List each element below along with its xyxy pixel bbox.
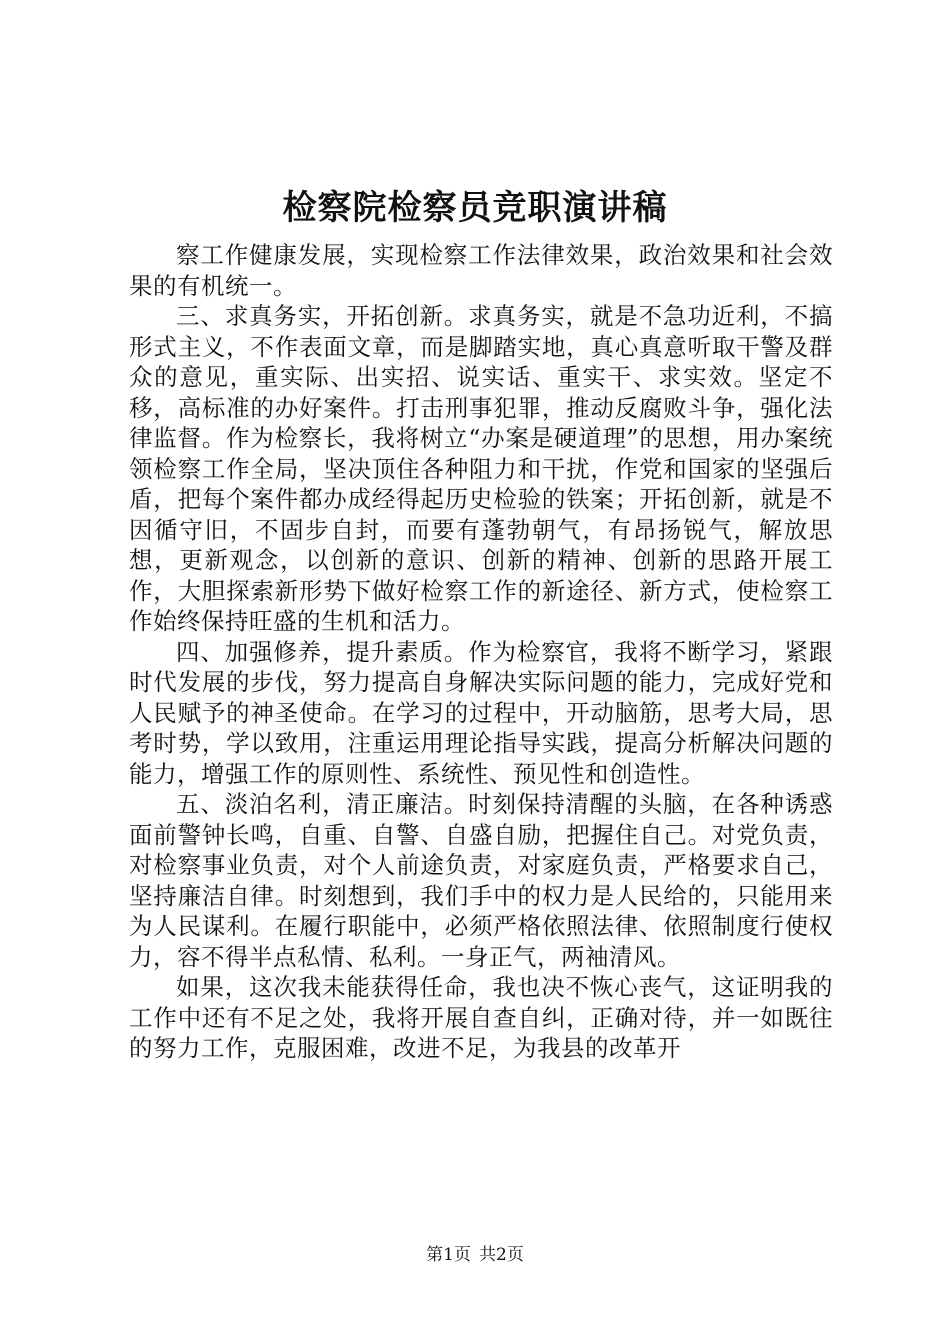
paragraph: 五、淡泊名利，清正廉洁。时刻保持清醒的头脑，在各种诱惑面前警钟长鸣，自重、自警、自盛自励，把握住自己。对党负责，对检察事业负责，对个人前途负责，对家庭负责，严格要求自己，坚持廉洁自律。时刻想到，我们手中的权力是人民给的，只能用来为人民谋利。在履行职能中，必须严格依照法律、依照制度行使权力，容不得半点私情、私利。一身正气，两袖清风。 <box>129 790 833 971</box>
document-body <box>129 240 833 1064</box>
paragraph: 察工作健康发展，实现检察工作法律效果，政治效果和社会效果的有机统一。 <box>129 241 833 300</box>
page-number: 第1页 <box>426 1245 471 1265</box>
paragraph: 如果，这次我未能获得任命，我也决不恢心丧气，这证明我的工作中还有不足之处，我将开展自查自纠，正确对待，并一如既往的努力工作，克服困难，改进不足，为我县的改革开 <box>129 973 833 1062</box>
page-title: 检察院检察员竞职演讲稿 <box>282 188 668 228</box>
paragraph: 三、求真务实，开拓创新。求真务实，就是不急功近利，不搞形式主义，不作表面文章，而是脚踏实地，真心真意听取干警及群众的意见，重实际、出实招、说实话、重实干、求实效。坚定不移，高标准的办好案件。打击刑事犯罪，推动反腐败斗争，强化法律监督。作为检察长，我将树立“办案是硬道理”的思想，用办案统领检察工作全局，坚决顶住各种阻力和干扰，作党和国家的坚强后盾，把每个案件都办成经得起历史检验的铁案；开拓创新，就是不因循守旧，不固步自封，而要有蓬勃朝气，有昂扬锐气，解放思想，更新观念，以创新的意识、创新的精神、创新的思路开展工作，大胆探索新形势下做好检察工作的新途径、新方式，使检察工作始终保持旺盛的生机和活力。 <box>129 302 833 635</box>
page-footer <box>0 1244 950 1266</box>
paragraph: 四、加强修养，提升素质。作为检察官，我将不断学习，紧跟时代发展的步伐，努力提高自身解决实际问题的能力，完成好党和人民赋予的神圣使命。在学习的过程中，开动脑筋，思考大局，思考时势，学以致用，注重运用理论指导实践，提高分析解决问题的能力，增强工作的原则性、系统性、预见性和创造性。 <box>129 637 833 788</box>
page-count: 共2页 <box>479 1245 524 1265</box>
